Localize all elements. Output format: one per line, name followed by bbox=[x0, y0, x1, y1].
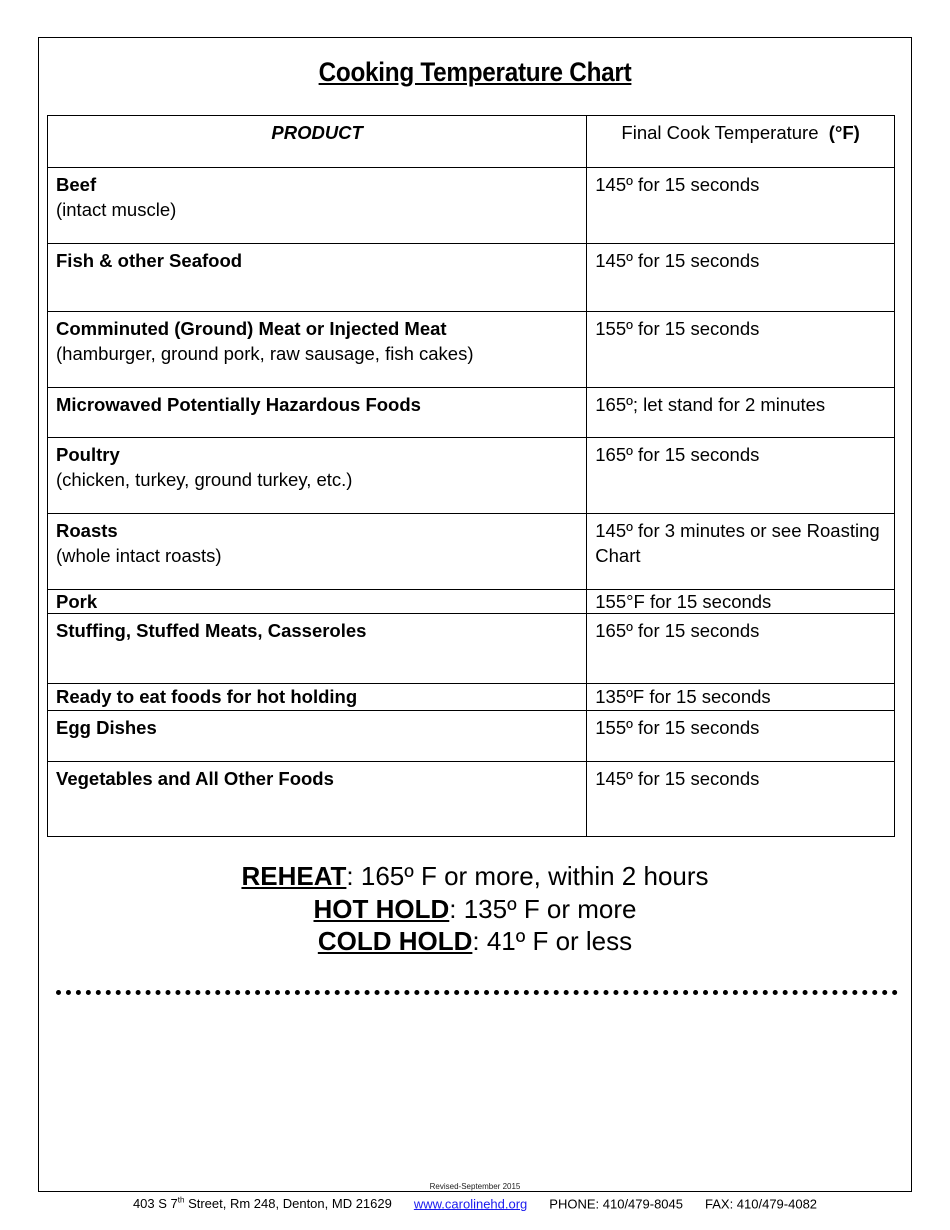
product-name: Ready to eat foods for hot holding bbox=[56, 686, 358, 707]
table-row bbox=[48, 762, 895, 837]
page-title: Cooking Temperature Chart bbox=[318, 57, 632, 87]
address-rest: Street, Rm 248, Denton, MD 21629 bbox=[184, 1196, 392, 1212]
address-ordinal: th bbox=[177, 1196, 185, 1205]
header-temperature bbox=[587, 116, 895, 168]
product-cell bbox=[48, 168, 587, 244]
product-cell bbox=[48, 684, 587, 711]
address bbox=[133, 1196, 392, 1211]
product-description: (intact muscle) bbox=[56, 199, 177, 220]
product-cell bbox=[48, 590, 587, 614]
header-product: PRODUCT bbox=[48, 116, 587, 168]
product-description: (hamburger, ground pork, raw sausage, fish cakes) bbox=[56, 343, 474, 364]
product-name: Egg Dishes bbox=[56, 717, 157, 738]
product-name: Poultry bbox=[56, 444, 120, 465]
hot-hold-value: : 135º F or more bbox=[449, 893, 637, 924]
product-name: Fish & other Seafood bbox=[56, 250, 243, 271]
table-row bbox=[48, 711, 895, 762]
temperature-cell: 145º for 15 seconds bbox=[587, 762, 895, 837]
temperature-cell: 165º for 15 seconds bbox=[587, 438, 895, 514]
table-header-row bbox=[48, 116, 895, 168]
product-cell bbox=[48, 614, 587, 684]
product-cell bbox=[48, 388, 587, 438]
fax-number: FAX: 410/479-4082 bbox=[705, 1196, 818, 1212]
table-row bbox=[48, 514, 895, 590]
product-name: Roasts bbox=[56, 520, 118, 541]
temperature-cell: 145º for 3 minutes or see Roasting Chart bbox=[587, 514, 895, 590]
table-row bbox=[48, 168, 895, 244]
product-name: Pork bbox=[56, 591, 98, 612]
product-name: Beef bbox=[56, 174, 97, 195]
temperature-table bbox=[47, 115, 895, 837]
revised-date: Revised-September 2015 bbox=[429, 1182, 521, 1191]
dotted-divider bbox=[56, 990, 898, 995]
header-temperature-unit: (°F) bbox=[828, 122, 860, 143]
reheat-label: REHEAT bbox=[241, 861, 347, 891]
table-row bbox=[48, 684, 895, 711]
phone-number: PHONE: 410/479-8045 bbox=[549, 1196, 683, 1212]
temperature-cell: 135ºF for 15 seconds bbox=[587, 684, 895, 711]
hot-hold-line bbox=[0, 893, 950, 926]
temperature-cell: 155º for 15 seconds bbox=[587, 312, 895, 388]
cold-hold-value: : 41º F or less bbox=[472, 926, 633, 956]
holding-guidelines bbox=[0, 860, 950, 958]
cold-hold-label: COLD HOLD bbox=[317, 926, 473, 956]
table-row bbox=[48, 438, 895, 514]
product-description: (chicken, turkey, ground turkey, etc.) bbox=[56, 469, 353, 490]
table-row bbox=[48, 388, 895, 438]
header-temperature-text: Final Cook Temperature bbox=[621, 122, 819, 143]
temperature-cell: 145º for 15 seconds bbox=[587, 168, 895, 244]
temperature-cell: 155°F for 15 seconds bbox=[587, 590, 895, 614]
product-name: Microwaved Potentially Hazardous Foods bbox=[56, 394, 421, 415]
hot-hold-label: HOT HOLD bbox=[313, 893, 450, 924]
product-name: Vegetables and All Other Foods bbox=[56, 768, 334, 789]
product-cell bbox=[48, 438, 587, 514]
cold-hold-line bbox=[0, 925, 950, 958]
product-cell bbox=[48, 711, 587, 762]
product-cell bbox=[48, 762, 587, 837]
table-row bbox=[48, 312, 895, 388]
reheat-value: : 165º F or more, within 2 hours bbox=[346, 861, 709, 891]
product-name: Comminuted (Ground) Meat or Injected Meat bbox=[56, 318, 447, 339]
product-description: (whole intact roasts) bbox=[56, 545, 222, 566]
temperature-cell: 165º; let stand for 2 minutes bbox=[587, 388, 895, 438]
product-cell bbox=[48, 312, 587, 388]
temperature-cell: 165º for 15 seconds bbox=[587, 614, 895, 684]
product-cell bbox=[48, 514, 587, 590]
address-street-number: 403 S 7 bbox=[132, 1196, 178, 1212]
temperature-cell: 155º for 15 seconds bbox=[587, 711, 895, 762]
temperature-cell: 145º for 15 seconds bbox=[587, 244, 895, 312]
footer-contact bbox=[0, 1196, 950, 1211]
website-link[interactable]: www.carolinehd.org bbox=[413, 1196, 528, 1212]
table-row bbox=[48, 590, 895, 614]
product-name: Stuffing, Stuffed Meats, Casseroles bbox=[56, 620, 367, 641]
table-row bbox=[48, 244, 895, 312]
table-row bbox=[48, 614, 895, 684]
product-cell bbox=[48, 244, 587, 312]
reheat-line bbox=[0, 860, 950, 893]
